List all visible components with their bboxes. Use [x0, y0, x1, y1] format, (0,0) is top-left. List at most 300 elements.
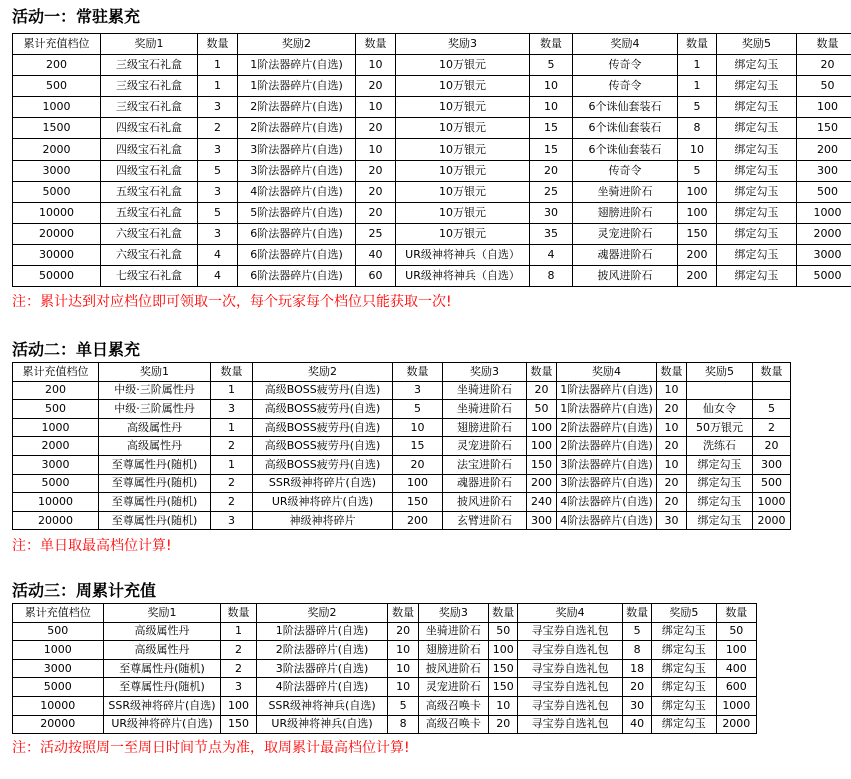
section3-header-row — [13, 604, 757, 623]
table-cell: 绑定勾玉 — [717, 266, 797, 287]
column-header: 奖励3 — [418, 604, 488, 623]
table-cell: 绑定勾玉 — [717, 160, 797, 181]
table-cell: 60 — [356, 266, 396, 287]
table-cell: 10 — [388, 678, 418, 697]
table-row — [13, 400, 791, 419]
table-cell: UR级神将神兵（自选） — [396, 244, 530, 265]
table-cell: 翅膀进阶石 — [443, 418, 527, 437]
table-cell: 15 — [530, 139, 573, 160]
table-cell: 8 — [530, 266, 573, 287]
column-header: 数量 — [489, 604, 518, 623]
table-cell: 三级宝石礼盒 — [101, 76, 198, 97]
table-cell: 10万银元 — [396, 118, 530, 139]
table-cell: 1000 — [13, 641, 104, 660]
table-cell: 6阶法器碎片(自选) — [238, 266, 356, 287]
column-header: 数量 — [716, 604, 756, 623]
column-header: 数量 — [657, 363, 687, 382]
table-cell: 5阶法器碎片(自选) — [238, 202, 356, 223]
table-row — [13, 715, 757, 734]
table-cell: 3 — [393, 381, 443, 400]
table-cell: 绑定勾玉 — [687, 474, 753, 493]
column-header: 数量 — [527, 363, 557, 382]
table-cell: 翅膀进阶石 — [573, 202, 678, 223]
table-cell: 3000 — [13, 659, 104, 678]
table-cell: 5000 — [13, 678, 104, 697]
table-cell: 4 — [530, 244, 573, 265]
table-cell: 6阶法器碎片(自选) — [238, 223, 356, 244]
table-cell: 600 — [716, 678, 756, 697]
column-header: 奖励3 — [443, 363, 527, 382]
table-cell: 200 — [393, 511, 443, 530]
table-row — [13, 223, 851, 244]
table-cell: 200 — [678, 244, 717, 265]
table-cell: 10万银元 — [396, 223, 530, 244]
table-cell: 200 — [527, 474, 557, 493]
table-cell: 绑定勾玉 — [652, 678, 716, 697]
column-header: 累计充值档位 — [13, 34, 101, 55]
table-cell: 寻宝券自选礼包 — [518, 678, 623, 697]
table-cell: 10 — [657, 455, 687, 474]
table-cell: 绑定勾玉 — [717, 244, 797, 265]
section1-header-row — [13, 34, 851, 55]
table-cell: 披风进阶石 — [443, 493, 527, 512]
table-cell: 坐骑进阶石 — [418, 622, 488, 641]
table-cell: 4 — [198, 266, 238, 287]
table-cell: 高级BOSS疲劳丹(自选) — [253, 400, 393, 419]
table-cell: 40 — [623, 715, 652, 734]
table-row — [13, 55, 851, 76]
table-cell: UR级神将神兵（自选） — [396, 266, 530, 287]
column-header: 奖励4 — [557, 363, 657, 382]
table-cell: 6个诛仙套装石 — [573, 139, 678, 160]
table-cell: 500 — [753, 474, 791, 493]
table-cell: 坐骑进阶石 — [443, 400, 527, 419]
table-cell: 魂器进阶石 — [443, 474, 527, 493]
table-cell: 中级·三阶属性丹 — [99, 400, 211, 419]
table-cell: 传奇令 — [573, 76, 678, 97]
column-header: 奖励5 — [652, 604, 716, 623]
table-cell: 50万银元 — [687, 418, 753, 437]
table-cell: 2000 — [753, 511, 791, 530]
table-cell: 坐骑进阶石 — [573, 181, 678, 202]
column-header: 奖励2 — [256, 604, 388, 623]
table-cell: 5 — [678, 97, 717, 118]
table-cell: 10 — [356, 55, 396, 76]
table-cell: 3阶法器碎片(自选) — [256, 659, 388, 678]
table-cell: 30 — [657, 511, 687, 530]
table-cell: 20 — [797, 55, 851, 76]
table-cell: 五级宝石礼盒 — [101, 202, 198, 223]
table-cell: 1阶法器碎片(自选) — [238, 76, 356, 97]
table-cell: 灵宠进阶石 — [418, 678, 488, 697]
table-cell: 至尊属性丹(随机) — [103, 678, 221, 697]
table-cell: 4阶法器碎片(自选) — [238, 181, 356, 202]
column-header: 奖励3 — [396, 34, 530, 55]
table-cell: 100 — [527, 418, 557, 437]
table-cell: 20 — [356, 118, 396, 139]
table-cell: 40 — [356, 244, 396, 265]
table-cell: 20 — [657, 474, 687, 493]
table-cell: 100 — [393, 474, 443, 493]
table-cell: 1 — [678, 76, 717, 97]
table-cell: 6阶法器碎片(自选) — [238, 244, 356, 265]
table-cell: 3 — [211, 400, 253, 419]
column-header: 奖励2 — [238, 34, 356, 55]
column-header: 累计充值档位 — [13, 604, 104, 623]
table-cell: 150 — [221, 715, 256, 734]
table-cell: 10万银元 — [396, 139, 530, 160]
table-cell: 1阶法器碎片(自选) — [557, 400, 657, 419]
table-cell: 1000 — [13, 97, 101, 118]
table-cell: 绑定勾玉 — [687, 455, 753, 474]
table-cell: 8 — [678, 118, 717, 139]
table-cell: 1 — [678, 55, 717, 76]
table-cell: 高级BOSS疲劳丹(自选) — [253, 381, 393, 400]
table-cell: 150 — [527, 455, 557, 474]
table-cell: 仙女令 — [687, 400, 753, 419]
table-cell: 绑定勾玉 — [717, 97, 797, 118]
table-cell: 10万银元 — [396, 181, 530, 202]
column-header: 奖励1 — [101, 34, 198, 55]
table-cell: 3000 — [13, 455, 99, 474]
table-cell: 1 — [221, 622, 256, 641]
table-cell: 2 — [221, 641, 256, 660]
table-cell: 3000 — [13, 160, 101, 181]
table-cell: 四级宝石礼盒 — [101, 160, 198, 181]
column-header: 累计充值档位 — [13, 363, 99, 382]
column-header: 奖励1 — [103, 604, 221, 623]
table-cell: 20 — [393, 455, 443, 474]
section2-title: 活动二：单日累充 — [12, 340, 141, 359]
column-header: 数量 — [678, 34, 717, 55]
table-cell: 灵宠进阶石 — [573, 223, 678, 244]
table-cell: 洗练石 — [687, 437, 753, 456]
table-cell: 寻宝券自选礼包 — [518, 715, 623, 734]
table-cell: 2 — [211, 493, 253, 512]
table-cell: 20000 — [13, 511, 99, 530]
table-cell: 10 — [678, 139, 717, 160]
section2-body — [13, 381, 791, 530]
column-header: 数量 — [356, 34, 396, 55]
table-cell: 3阶法器碎片(自选) — [238, 160, 356, 181]
table-row — [13, 696, 757, 715]
table-row — [13, 160, 851, 181]
table-cell: 30 — [530, 202, 573, 223]
table-cell: 5000 — [13, 181, 101, 202]
column-header: 数量 — [797, 34, 851, 55]
table-cell: 2阶法器碎片(自选) — [256, 641, 388, 660]
table-cell: 1 — [198, 76, 238, 97]
table-cell: 2 — [753, 418, 791, 437]
table-cell: UR级神将碎片(自选) — [253, 493, 393, 512]
table-cell: 高级BOSS疲劳丹(自选) — [253, 455, 393, 474]
table-cell: 至尊属性丹(随机) — [99, 474, 211, 493]
table-cell: 2 — [198, 118, 238, 139]
table-cell: 法宝进阶石 — [443, 455, 527, 474]
table-cell: 100 — [221, 696, 256, 715]
table-cell: 3 — [198, 139, 238, 160]
table-cell: 150 — [489, 659, 518, 678]
table-cell: 1阶法器碎片(自选) — [256, 622, 388, 641]
table-cell: 10 — [657, 381, 687, 400]
table-cell: 中级·三阶属性丹 — [99, 381, 211, 400]
table-cell: 三级宝石礼盒 — [101, 97, 198, 118]
table-cell: 绑定勾玉 — [717, 76, 797, 97]
table-row — [13, 659, 757, 678]
table-cell: 灵宠进阶石 — [443, 437, 527, 456]
table-cell: 寻宝券自选礼包 — [518, 641, 623, 660]
table-cell: SSR级神将碎片(自选) — [103, 696, 221, 715]
column-header: 奖励2 — [253, 363, 393, 382]
table-cell: 100 — [678, 181, 717, 202]
table-cell: 10 — [388, 659, 418, 678]
table-row — [13, 641, 757, 660]
table-cell — [753, 381, 791, 400]
column-header: 奖励5 — [687, 363, 753, 382]
section1-body — [13, 55, 851, 287]
table-cell: UR级神将碎片(自选) — [103, 715, 221, 734]
table-cell: 20 — [623, 678, 652, 697]
table-cell: 5000 — [797, 266, 851, 287]
table-cell: 2000 — [716, 715, 756, 734]
table-cell: 5 — [530, 55, 573, 76]
section3-body — [13, 622, 757, 734]
table-cell: 100 — [678, 202, 717, 223]
table-cell: 2000 — [13, 139, 101, 160]
table-cell: 3 — [221, 678, 256, 697]
table-cell: 绑定勾玉 — [717, 139, 797, 160]
table-cell: 5 — [198, 202, 238, 223]
table-cell: 寻宝券自选礼包 — [518, 696, 623, 715]
table-row — [13, 678, 757, 697]
table-cell: 10万银元 — [396, 55, 530, 76]
table-cell: 5 — [678, 160, 717, 181]
table-cell: 10 — [530, 76, 573, 97]
table-cell: 150 — [393, 493, 443, 512]
section2-header-row — [13, 363, 791, 382]
table-cell: 10000 — [13, 696, 104, 715]
table-cell: 4阶法器碎片(自选) — [557, 493, 657, 512]
table-cell: 高级属性丹 — [99, 437, 211, 456]
table-cell: 10 — [657, 418, 687, 437]
table-cell: 3 — [198, 181, 238, 202]
table-cell: 2阶法器碎片(自选) — [557, 418, 657, 437]
column-header: 数量 — [211, 363, 253, 382]
table-row — [13, 266, 851, 287]
section2-table — [12, 362, 791, 530]
table-cell: 20 — [356, 202, 396, 223]
table-cell: 20 — [356, 160, 396, 181]
table-cell: 20 — [356, 181, 396, 202]
table-cell: 4 — [198, 244, 238, 265]
table-cell: 10万银元 — [396, 160, 530, 181]
table-cell: 五级宝石礼盒 — [101, 181, 198, 202]
table-cell: 3阶法器碎片(自选) — [238, 139, 356, 160]
table-cell: 5000 — [13, 474, 99, 493]
column-header: 奖励5 — [717, 34, 797, 55]
table-cell: UR级神将神兵(自选) — [256, 715, 388, 734]
table-cell: 三级宝石礼盒 — [101, 55, 198, 76]
table-cell: 3000 — [797, 244, 851, 265]
table-cell: 35 — [530, 223, 573, 244]
table-cell: 15 — [393, 437, 443, 456]
table-cell: 20 — [527, 381, 557, 400]
table-cell: 10 — [489, 696, 518, 715]
table-cell: 400 — [716, 659, 756, 678]
table-cell: 高级属性丹 — [99, 418, 211, 437]
table-cell: 3阶法器碎片(自选) — [557, 474, 657, 493]
table-cell: 绑定勾玉 — [687, 511, 753, 530]
table-cell: 四级宝石礼盒 — [101, 118, 198, 139]
table-cell: 四级宝石礼盒 — [101, 139, 198, 160]
table-cell: 1000 — [753, 493, 791, 512]
table-cell: 20 — [388, 622, 418, 641]
table-cell: 500 — [13, 400, 99, 419]
table-cell: 150 — [489, 678, 518, 697]
table-cell: 传奇令 — [573, 55, 678, 76]
table-cell: 1阶法器碎片(自选) — [557, 381, 657, 400]
table-cell: 2阶法器碎片(自选) — [238, 118, 356, 139]
table-cell: 50 — [716, 622, 756, 641]
table-row — [13, 244, 851, 265]
table-cell: 3 — [198, 97, 238, 118]
table-cell: 20 — [356, 76, 396, 97]
column-header: 奖励1 — [99, 363, 211, 382]
table-cell: 10 — [356, 97, 396, 118]
table-cell: 1 — [211, 455, 253, 474]
table-cell: 200 — [678, 266, 717, 287]
section3-title: 活动三：周累计充值 — [12, 581, 157, 600]
table-cell: 高级召唤卡 — [418, 696, 488, 715]
table-cell: 100 — [716, 641, 756, 660]
column-header: 奖励4 — [518, 604, 623, 623]
table-cell: 魂器进阶石 — [573, 244, 678, 265]
table-cell: 绑定勾玉 — [717, 202, 797, 223]
table-row — [13, 474, 791, 493]
table-cell: 10万银元 — [396, 76, 530, 97]
table-cell: 六级宝石礼盒 — [101, 244, 198, 265]
table-cell: 500 — [797, 181, 851, 202]
table-cell: 20 — [657, 437, 687, 456]
table-cell: 6个诛仙套装石 — [573, 97, 678, 118]
table-cell: 6个诛仙套装石 — [573, 118, 678, 139]
table-row — [13, 97, 851, 118]
table-cell: 至尊属性丹(随机) — [103, 659, 221, 678]
table-cell: 高级属性丹 — [103, 641, 221, 660]
table-cell: 2000 — [797, 223, 851, 244]
table-cell: 寻宝券自选礼包 — [518, 622, 623, 641]
table-cell: 绑定勾玉 — [652, 659, 716, 678]
table-row — [13, 381, 791, 400]
table-cell: 1000 — [797, 202, 851, 223]
column-header: 数量 — [753, 363, 791, 382]
table-cell: 1000 — [13, 418, 99, 437]
table-cell: 坐骑进阶石 — [443, 381, 527, 400]
table-cell: 300 — [527, 511, 557, 530]
table-cell: 3 — [211, 511, 253, 530]
table-row — [13, 511, 791, 530]
table-cell: 10 — [530, 97, 573, 118]
table-row — [13, 455, 791, 474]
table-cell: 50 — [527, 400, 557, 419]
table-cell: 18 — [623, 659, 652, 678]
table-row — [13, 202, 851, 223]
table-row — [13, 118, 851, 139]
table-cell: 高级属性丹 — [103, 622, 221, 641]
table-cell: 5 — [388, 696, 418, 715]
table-cell: 100 — [489, 641, 518, 660]
table-cell: 30000 — [13, 244, 101, 265]
table-cell: 8 — [623, 641, 652, 660]
table-cell: 20 — [657, 400, 687, 419]
table-cell: 150 — [797, 118, 851, 139]
table-cell: 绑定勾玉 — [652, 641, 716, 660]
table-cell: 六级宝石礼盒 — [101, 223, 198, 244]
table-cell: 1 — [211, 381, 253, 400]
table-cell: 翅膀进阶石 — [418, 641, 488, 660]
table-cell: 50000 — [13, 266, 101, 287]
table-cell: 5 — [198, 160, 238, 181]
table-cell: 300 — [797, 160, 851, 181]
table-cell: 至尊属性丹(随机) — [99, 493, 211, 512]
table-cell: 寻宝券自选礼包 — [518, 659, 623, 678]
table-cell: 10 — [388, 641, 418, 660]
table-cell: 2 — [211, 437, 253, 456]
table-cell: 2 — [211, 474, 253, 493]
column-header: 数量 — [198, 34, 238, 55]
table-cell: 100 — [797, 97, 851, 118]
table-cell: 240 — [527, 493, 557, 512]
table-cell: 10000 — [13, 493, 99, 512]
table-cell: 50 — [797, 76, 851, 97]
section1-title: 活动一：常驻累充 — [12, 7, 141, 26]
table-cell: 10万银元 — [396, 97, 530, 118]
table-row — [13, 76, 851, 97]
table-cell: 4阶法器碎片(自选) — [256, 678, 388, 697]
table-cell: SSR级神将碎片(自选) — [253, 474, 393, 493]
table-cell: 500 — [13, 76, 101, 97]
table-cell: 至尊属性丹(随机) — [99, 511, 211, 530]
table-row — [13, 181, 851, 202]
table-cell: 高级BOSS疲劳丹(自选) — [253, 437, 393, 456]
table-cell: 1 — [211, 418, 253, 437]
table-cell: 至尊属性丹(随机) — [99, 455, 211, 474]
table-cell: 5 — [393, 400, 443, 419]
column-header: 数量 — [530, 34, 573, 55]
table-cell: 20 — [657, 493, 687, 512]
table-cell: 1000 — [716, 696, 756, 715]
table-cell: 50 — [489, 622, 518, 641]
table-cell: 30 — [623, 696, 652, 715]
table-cell: 200 — [797, 139, 851, 160]
column-header: 数量 — [388, 604, 418, 623]
section2-note: 注：单日取最高档位计算! — [12, 538, 172, 554]
table-row — [13, 418, 791, 437]
table-cell: 20000 — [13, 223, 101, 244]
table-cell: 20000 — [13, 715, 104, 734]
table-cell: 绑定勾玉 — [652, 696, 716, 715]
table-cell: 150 — [678, 223, 717, 244]
section3-note: 注：活动按照周一至周日时间节点为准，取周累计最高档位计算! — [12, 740, 410, 756]
table-cell: 1阶法器碎片(自选) — [238, 55, 356, 76]
table-cell: 绑定勾玉 — [717, 181, 797, 202]
table-cell: 20 — [489, 715, 518, 734]
column-header: 数量 — [393, 363, 443, 382]
table-cell: 2阶法器碎片(自选) — [238, 97, 356, 118]
table-cell: 200 — [13, 55, 101, 76]
section1-note: 注：累计达到对应档位即可领取一次，每个玩家每个档位只能获取一次! — [12, 294, 452, 310]
table-cell: 10 — [393, 418, 443, 437]
